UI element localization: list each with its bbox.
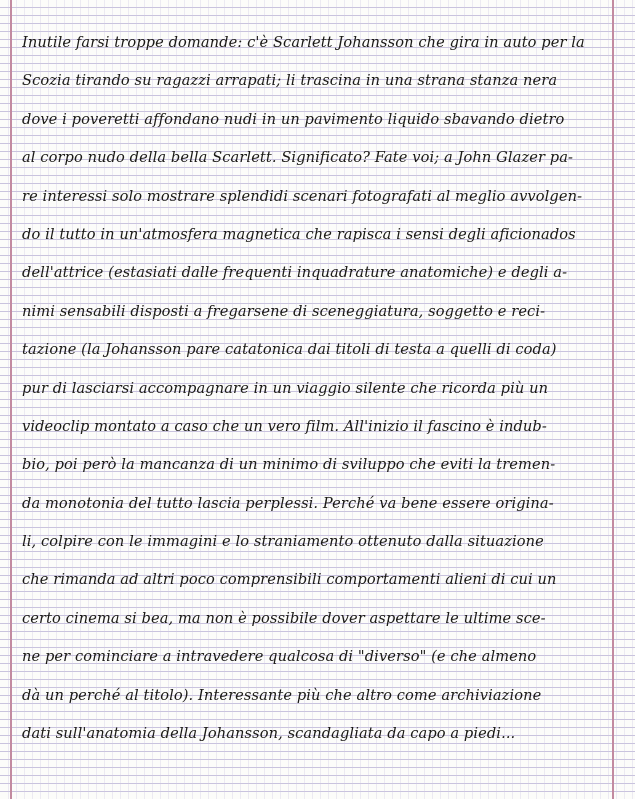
- text-line: re interessi solo mostrare splendidi scenari fotografati al meglio avvolgen-: [22, 187, 583, 205]
- text-line: do il tutto in un'atmosfera magnetica che rapisca i sensi degli aficionados: [22, 225, 576, 243]
- text-line: dove i poveretti affondano nudi in un pavimento liquido sbavando dietro: [22, 110, 565, 128]
- grid-line: [8, 0, 9, 799]
- text-line: Scozia tirando su ragazzi arrapati; li trascina in una strana stanza nera: [22, 72, 558, 90]
- text-line: ne per cominciare a intravedere qualcosa di "diverso" (e che almeno: [22, 648, 537, 666]
- right-margin-line: [612, 0, 614, 799]
- text-line: bio, poi però la mancanza di un minimo di sviluppo che eviti la tremen-: [22, 456, 556, 474]
- text-line: li, colpire con le immagini e lo straniamento ottenuto dalla situazione: [22, 533, 544, 551]
- text-line: dati sull'anatomia della Johansson, scandagliata da capo a piedi...: [22, 725, 516, 743]
- grid-line: [16, 0, 17, 799]
- text-line: da monotonia del tutto lascia perplessi. Perché va bene essere origina-: [22, 494, 554, 512]
- grid-line: [624, 0, 625, 799]
- handwritten-text: [22, 24, 610, 753]
- text-line: certo cinema si bea, ma non è possibile dover aspettare le ultime sce-: [22, 609, 546, 627]
- text-line: pur di lasciarsi accompagnare in un viaggio silente che ricorda più un: [22, 379, 549, 397]
- text-line: nimi sensabili disposti a fregarsene di sceneggiatura, soggetto e reci-: [22, 302, 546, 320]
- text-line: dà un perché al titolo). Interessante più che altro come archiviazione: [22, 686, 542, 704]
- text-line: dell'attrice (estasiati dalle frequenti inquadrature anatomiche) e degli a-: [22, 264, 568, 282]
- grid-line: [632, 0, 633, 799]
- left-margin-line: [10, 0, 12, 799]
- grid-line: [616, 0, 617, 799]
- text-line: al corpo nudo della bella Scarlett. Significato? Fate voi; a John Glazer pa-: [22, 149, 574, 167]
- text-line: tazione (la Johansson pare catatonica dai titoli di testa a quelli di coda): [22, 341, 557, 359]
- text-line: Inutile farsi troppe domande: c'è Scarlett Johansson che gira in auto per la: [22, 34, 585, 51]
- text-line: videoclip montato a caso che un vero film. All'inizio il fascino è indub-: [22, 417, 547, 435]
- text-line: che rimanda ad altri poco comprensibili comportamenti alieni di cui un: [22, 571, 557, 589]
